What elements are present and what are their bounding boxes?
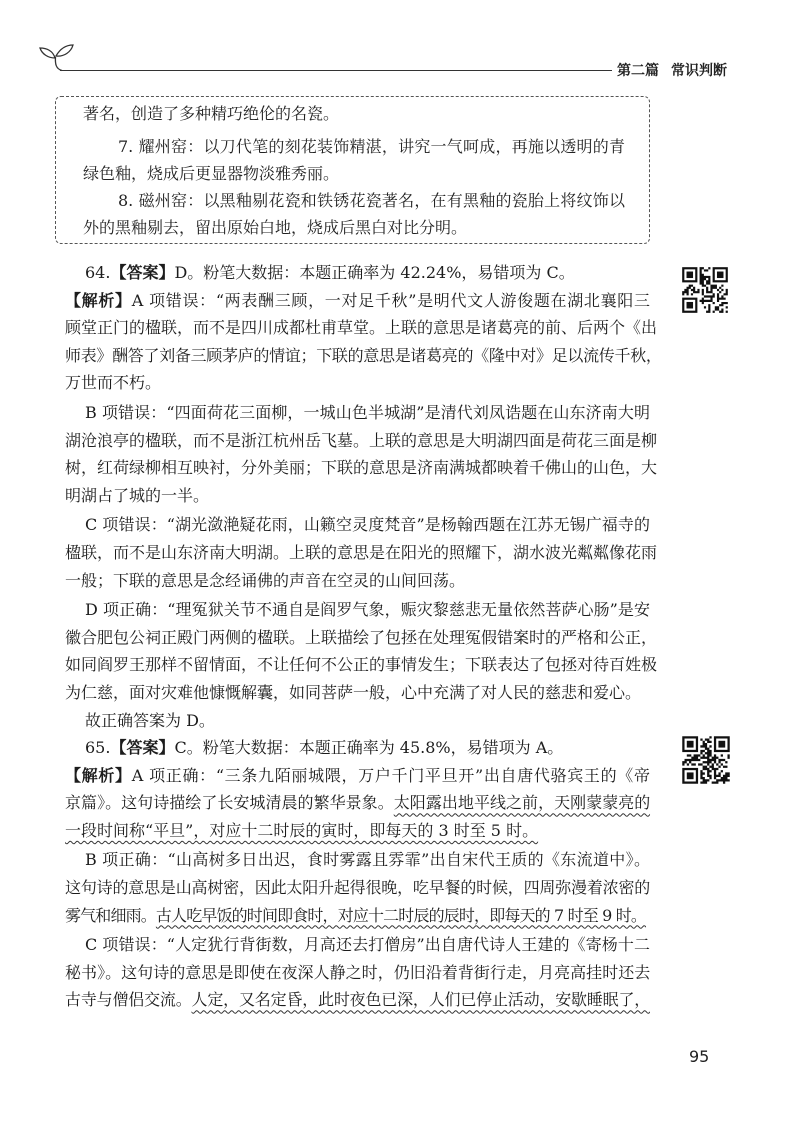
body-line: D 项正确：“理冤狱关节不通自是阎罗气象，赈灾黎慈悲无量依然菩萨心肠”是安 (85, 600, 650, 620)
qr-finder (682, 768, 698, 784)
underlined-text: 太阳露出地平线之前，天刚蒙蒙亮的 (393, 793, 651, 813)
answer-tag: 【答案】 (110, 263, 175, 282)
body-line: 师表》酬答了刘备三顾茅庐的情谊；下联的意思是诸葛亮的《隆中对》足以流传千秋， (65, 345, 662, 365)
body-line (65, 789, 650, 817)
qr-finder (682, 267, 697, 282)
note-line: 著名，创造了多种精巧绝伦的名瓷。 (83, 104, 340, 123)
underlined-text: 一段时间称“平旦”，对应十二时辰的寅时，即每天的 3 时至 5 时。 (65, 820, 539, 840)
body-line: 楹联，而不是山东济南大明湖。上联的意思是在阳光的照耀下，湖水波光粼粼像花雨 (65, 542, 658, 562)
body-line: 一般；下联的意思是念经诵佛的声音在空灵的山间回荡。 (65, 570, 466, 590)
qr-finder (682, 736, 698, 752)
page-number: 95 (689, 1047, 710, 1066)
body-line (65, 817, 650, 845)
qr-code[interactable] (680, 734, 732, 786)
header-section: 常识判断 (671, 63, 727, 79)
note-line: 8. 磁州窑：以黑釉剔花瓷和铁锈花瓷著名，在有黑釉的瓷胎上将纹饰以 (118, 191, 625, 210)
body-line: C 项错误：“湖光潋滟疑花雨，山籁空灵度梵音”是杨翰西题在江苏无锡广福寺的 (85, 515, 650, 535)
qr-finder (682, 298, 697, 313)
note-box-text (83, 100, 625, 241)
answer-summary: D。粉笔大数据：本题正确率为 42.24%，易错项为 C。 (174, 263, 575, 282)
body-line: 秘书》。这句诗的意思是即使在夜深人静之时，仍旧沿着背街行走，月亮高挂时还去 (65, 962, 650, 982)
body-line (65, 986, 650, 1014)
body-line: 明湖占了城的一半。 (65, 485, 210, 505)
line-text: 雾气和细雨。 (65, 905, 156, 925)
answer-summary: C。粉笔大数据：本题正确率为 45.8%，易错项为 A。 (174, 738, 564, 758)
body-line (65, 762, 650, 790)
body-line: B 项正确：“山高树多日出迟，食时雾露且雰霏”出自宋代王质的《东流道中》。 (85, 850, 650, 870)
body-line (65, 902, 650, 930)
body-line: 湖沧浪亭的楹联，而不是浙江杭州岳飞墓。上联的意思是大明湖四面是荷花三面是柳 (65, 430, 658, 450)
analysis-tag: 【解析】 (65, 290, 132, 310)
question-number: 65. (85, 738, 111, 758)
running-header (617, 61, 727, 81)
question-number: 64. (85, 263, 111, 282)
body-line: B 项错误：“四面荷花三面柳，一城山色半城湖”是清代刘凤诰题在山东济南大明 (85, 402, 650, 422)
body-line: 为仁慈，面对灾难他慷慨解囊，如同菩萨一般，心中充满了对人民的慈悲和爱心。 (65, 682, 642, 702)
body-line: 万世而不朽。 (65, 373, 162, 393)
analysis-tag: 【解析】 (65, 765, 132, 785)
line-text: 古寺与僧侣交流。 (65, 990, 192, 1010)
qr-finder (713, 267, 728, 282)
conclusion-line: 故正确答案为 D。 (85, 710, 215, 730)
header-part: 第二篇 (617, 63, 659, 79)
qr-code[interactable] (680, 265, 730, 315)
note-line: 外的黑釉剔去，留出原始白地，烧成后黑白对比分明。 (83, 218, 468, 237)
note-line: 7. 耀州窑：以刀代笔的刻花装饰精湛，讲究一气呵成，再施以透明的青 (118, 137, 625, 156)
note-box (55, 96, 650, 244)
underlined-text: 人定，又名定昏，此时夜色已深，人们已停止活动，安歇睡眠了， (191, 990, 650, 1010)
body-line: C 项错误：“人定犹行背街数，月高还去打僧房”出自唐代诗人王建的《寄杨十二 (85, 935, 650, 955)
answer-line-65 (65, 734, 650, 762)
qr-finder (714, 736, 730, 752)
answer-tag: 【答案】 (110, 738, 175, 758)
option-a-text: A 项正确：“三条九陌丽城隈，万户千门平旦开”出自唐代骆宾王的《帝 (131, 765, 650, 785)
answer-line-64 (65, 259, 650, 287)
body-line: 树，红荷绿柳相互映衬，分外美丽；下联的意思是济南满城都映着千佛山的山色，大 (65, 458, 658, 478)
line-text: 京篇》。这句诗描绘了长安城清晨的繁华景象。 (65, 793, 394, 813)
option-a-text: A 项错误：“两表酬三顾，一对足千秋”是明代文人游俊题在湖北襄阳三 (131, 290, 650, 310)
answer-explanations (65, 259, 662, 1014)
body-line: 这句诗的意思是山高树密，因此太阳升起得很晚，吃早餐的时候，四周弥漫着浓密的 (65, 878, 650, 898)
body-line (65, 287, 650, 315)
body-line: 徽合肥包公祠正殿门两侧的楹联。上联描绘了包拯在处理冤假错案时的严格和公正， (65, 627, 658, 647)
body-line: 如同阎罗王那样不留情面，不让任何不公正的事情发生；下联表达了包拯对待百姓极 (65, 655, 658, 675)
note-line: 绿色釉，烧成后更显器物淡雅秀丽。 (83, 164, 340, 183)
sprout-icon (36, 40, 76, 74)
body-line: 顾堂正门的楹联，而不是四川成都杜甫草堂。上联的意思是诸葛亮的前、后两个《出 (65, 318, 658, 338)
underlined-text: 古人吃早饭的时间即食时，对应十二时辰的辰时，即每天的 7 时至 9 时。 (155, 905, 647, 925)
header-rule (60, 70, 612, 71)
